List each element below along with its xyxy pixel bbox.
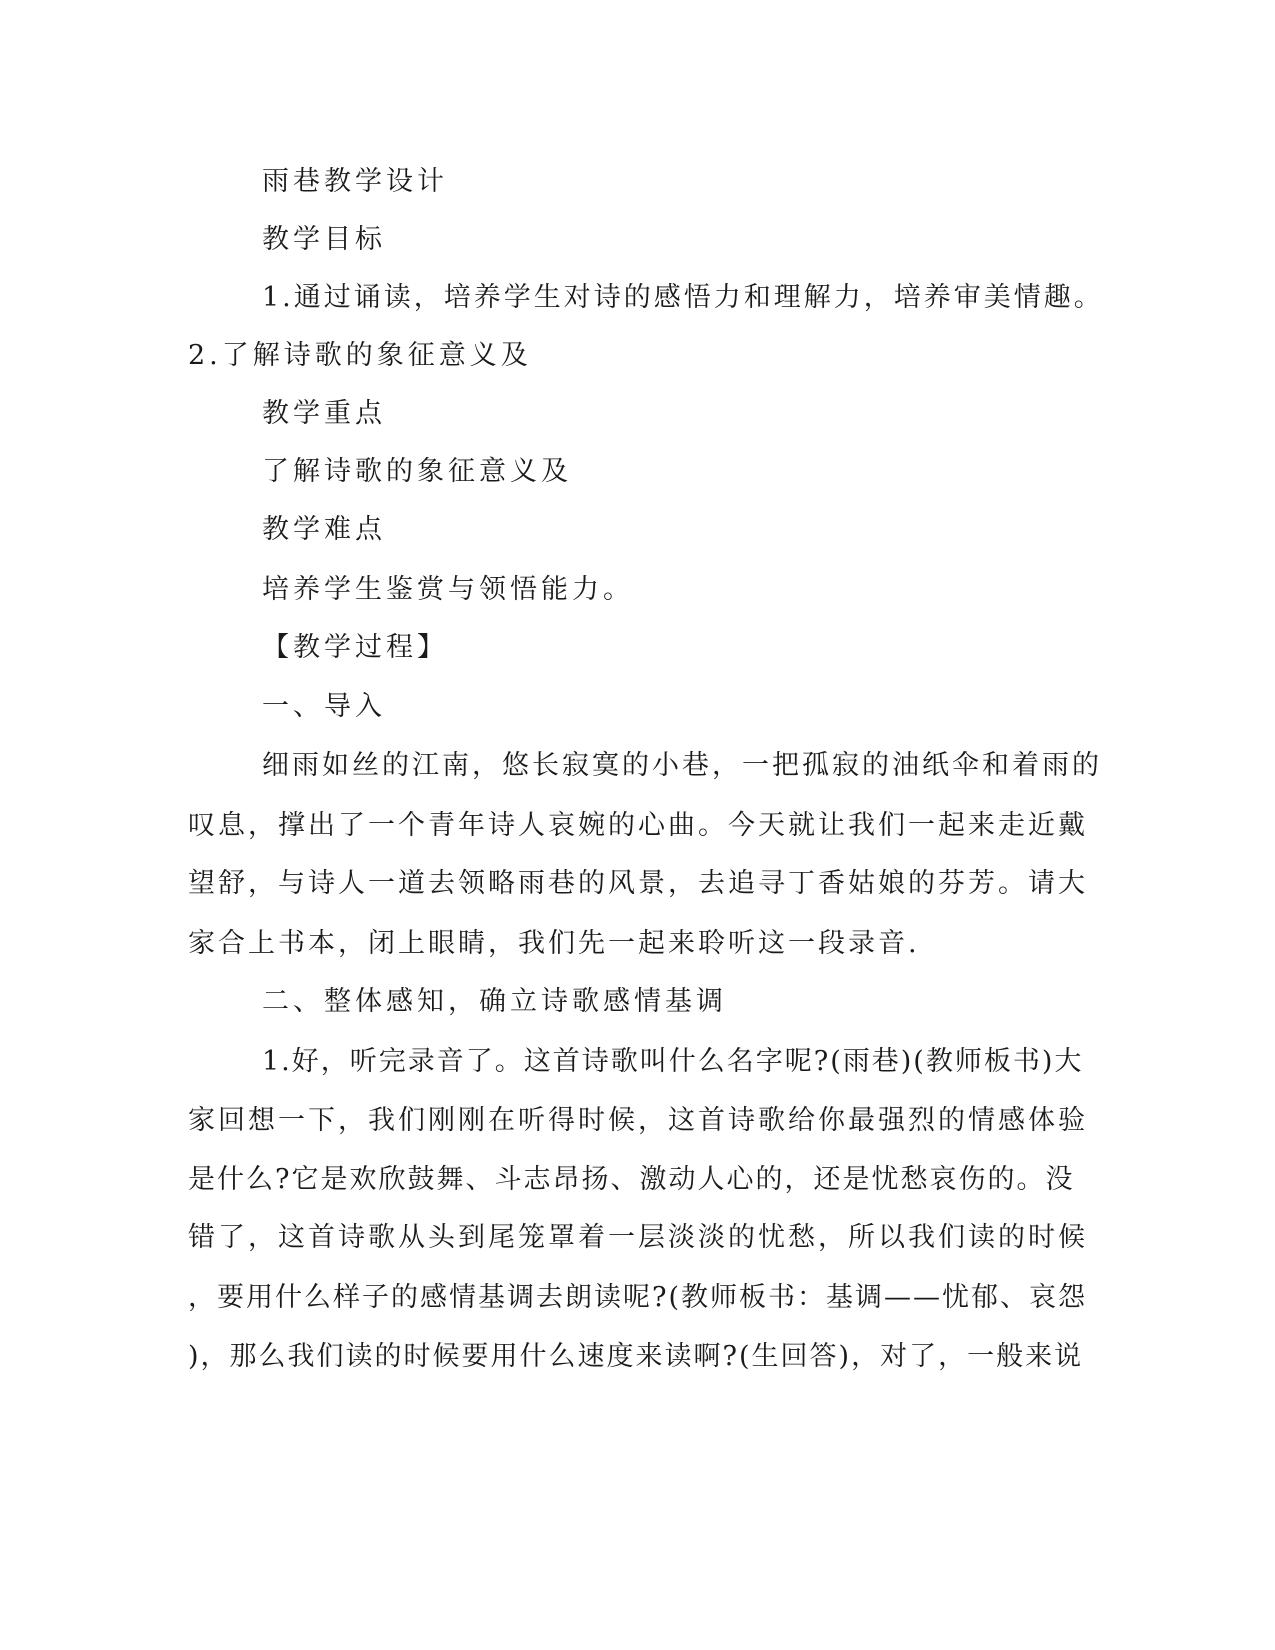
heading-difficulties: 教学难点 xyxy=(262,514,386,545)
section-2-paragraph-line: )，那么我们读的时候要用什么速度来读啊?(生回答)，对了，一般来说 xyxy=(188,1341,1084,1372)
key-points-text: 了解诗歌的象征意义及 xyxy=(262,456,572,487)
intro-paragraph-line: 家合上书本，闭上眼睛，我们先一起来聆听这一段录音. xyxy=(188,928,920,959)
section-2-paragraph-line: 家回想一下，我们刚刚在听得时候，这首诗歌给你最强烈的情感体验 xyxy=(188,1105,1088,1136)
difficulties-text: 培养学生鉴赏与领悟能力。 xyxy=(262,574,634,605)
heading-key-points: 教学重点 xyxy=(262,398,386,429)
heading-objectives: 教学目标 xyxy=(262,224,386,255)
intro-paragraph-line: 细雨如丝的江南，悠长寂寞的小巷，一把孤寂的油纸伞和着雨的 xyxy=(262,750,1102,781)
document-title: 雨巷教学设计 xyxy=(262,166,448,197)
section-2-paragraph-line: 是什么?它是欢欣鼓舞、斗志昂扬、激动人心的，还是忧愁哀伤的。没 xyxy=(188,1164,1075,1195)
intro-paragraph-line: 望舒，与诗人一道去领略雨巷的风景，去追寻丁香姑娘的芬芳。请大 xyxy=(188,868,1088,899)
objective-item-1: 1.通过诵读，培养学生对诗的感悟力和理解力，培养审美情趣。 xyxy=(262,282,1104,313)
objective-item-2: 2.了解诗歌的象征意义及 xyxy=(188,340,532,371)
section-2-paragraph-line: ，要用什么样子的感情基调去朗读呢?(教师板书：基调——忧郁、哀怨 xyxy=(188,1282,1088,1313)
section-2-paragraph-line: 1.好，听完录音了。这首诗歌叫什么名字呢?(雨巷)(教师板书)大 xyxy=(262,1046,1084,1077)
section-2-paragraph-line: 错了，这首诗歌从头到尾笼罩着一层淡淡的忧愁，所以我们读的时候 xyxy=(188,1222,1088,1253)
intro-paragraph-line: 叹息，撑出了一个青年诗人哀婉的心曲。今天就让我们一起来走近戴 xyxy=(188,810,1088,841)
heading-process: 【教学过程】 xyxy=(262,632,448,663)
section-1-title: 一、导入 xyxy=(262,691,386,722)
section-2-title: 二、整体感知，确立诗歌感情基调 xyxy=(262,986,727,1017)
